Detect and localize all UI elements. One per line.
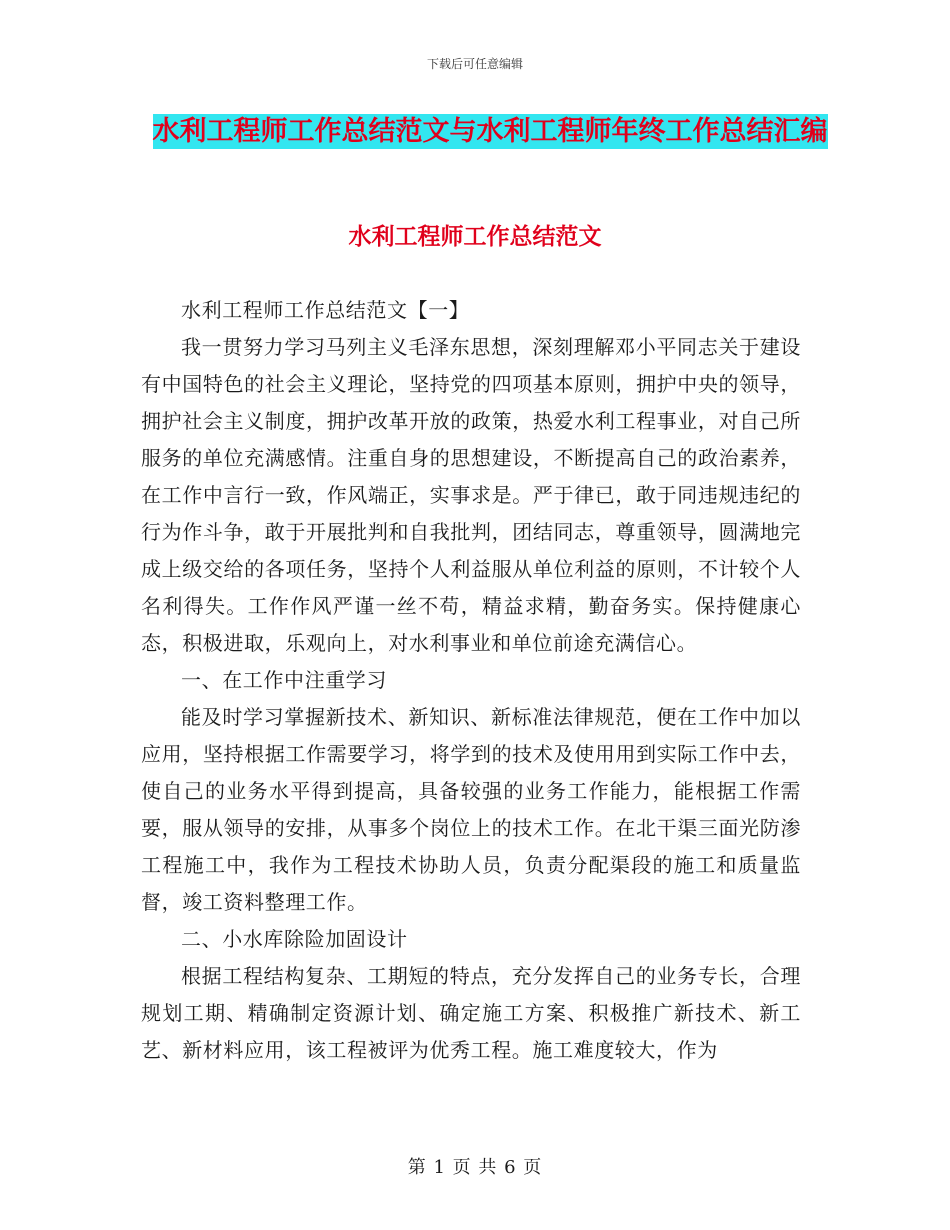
document-title-text: 水利工程师工作总结范文与水利工程师年终工作总结汇编 (152, 116, 828, 147)
document-title (140, 110, 840, 153)
page-number-footer: 第 1 页 共 6 页 (407, 1157, 543, 1178)
paragraph: 水利工程师工作总结范文【一】 (181, 298, 470, 322)
document-body (141, 292, 801, 1069)
paragraph: 能及时学习掌握新技术、新知识、新标准法律规范，便在工作中加以应用，坚持根据工作需要学习，将学到的技术及使用用到实际工作中去，使自己的业务水平得到提高，具备较强的业务工作能力，能根据工作需要，服从领导的安排，从事多个岗位上的技术工作。在北干渠三面光防渗工程施工中，我作为工程技术协助人员，负责分配渠段的施工和质量监督，竣工资料整理工作。 (141, 705, 801, 914)
paragraph: 我一贯努力学习马列主义毛泽东思想，深刻理解邓小平同志关于建设有中国特色的社会主义理论，坚持党的四项基本原则，拥护中央的领导，拥护社会主义制度，拥护改革开放的政策，热爱水利工程事业，对自己所服务的单位充满感情。注重自身的思想建设，不断提高自己的政治素养，在工作中言行一致，作风端正，实事求是。严于律已，敢于同违规违纪的行为作斗争，敢于开展批判和自我批判，团结同志，尊重领导，圆满地完成上级交给的各项任务，坚持个人利益服从单位利益的原则，不计较个人名利得失。工作作风严谨一丝不苟，精益求精，勤奋务实。保持健康心态，积极进取，乐观向上，对水利事业和单位前途充满信心。 (141, 335, 801, 655)
paragraph: 根据工程结构复杂、工期短的特点，充分发挥自己的业务专长，合理规划工期、精确制定资源计划、确定施工方案、积极推广新技术、新工艺、新材料应用，该工程被评为优秀工程。施工难度较大，作为 (141, 964, 801, 1062)
section-title: 水利工程师工作总结范文 (348, 224, 602, 250)
paragraph: 二、小水库除险加固设计 (181, 927, 408, 951)
paragraph: 一、在工作中注重学习 (181, 668, 387, 692)
header-note: 下载后可任意编辑 (426, 57, 523, 71)
